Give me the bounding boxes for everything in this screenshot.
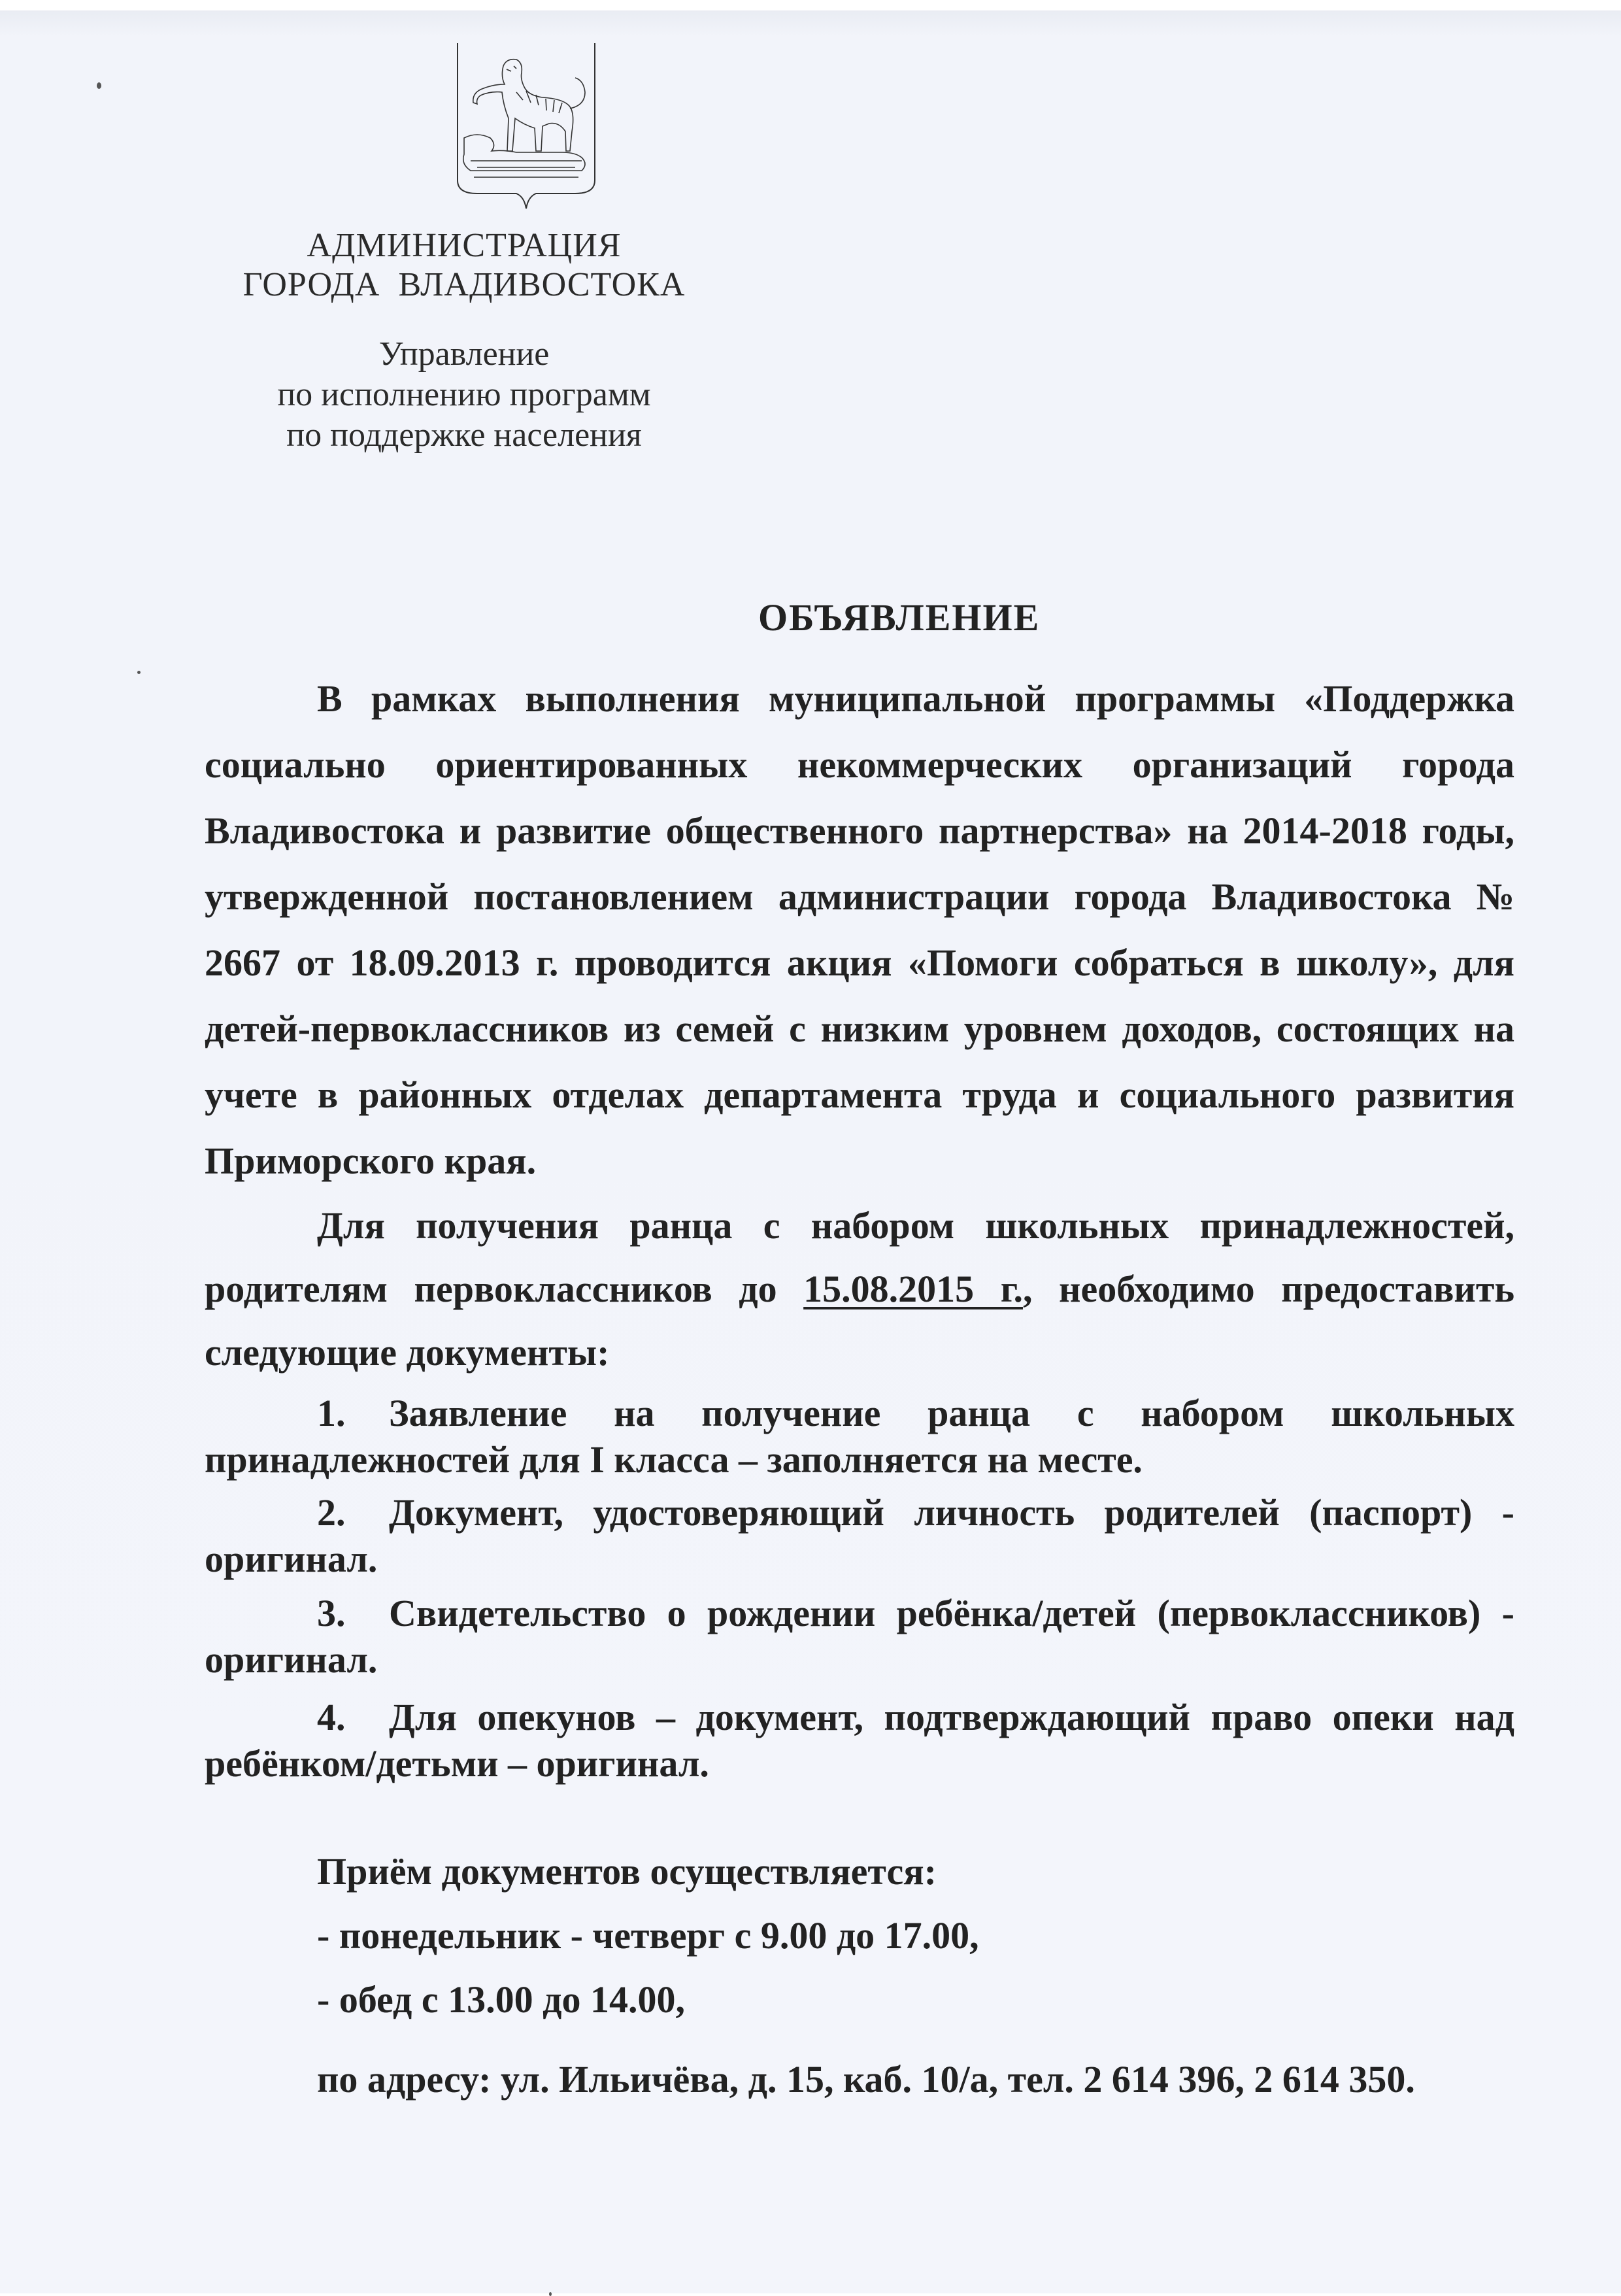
list-item bbox=[205, 1590, 1514, 1683]
reception-heading: Приём документов осуществляется: bbox=[317, 1850, 937, 1893]
list-item bbox=[205, 1694, 1514, 1787]
list-item-number: 4. bbox=[317, 1696, 346, 1738]
list-item-number: 2. bbox=[317, 1491, 346, 1534]
list-item-number: 1. bbox=[317, 1392, 346, 1434]
paragraph-requirements bbox=[205, 1194, 1514, 1384]
dept-line-2: по исполнению программ bbox=[277, 376, 651, 413]
document-title: ОБЪЯВЛЕНИЕ bbox=[758, 596, 1041, 639]
list-item-text: Заявление на получение ранца с набором школьных принадлежностей для I класса – заполняется на месте. bbox=[205, 1392, 1514, 1481]
paragraph-program-info: В рамках выполнения муниципальной программы «Поддержка социально ориентированных некоммерческих организаций города Владивостока и развитие общественного партнерства» на 2014-2018 годы, утвержденной постановлением администрации города Владивостока № 2667 от 18.09.2013 г. проводится акция «Помоги собраться в школу», для детей-первоклассников из семей с низким уровнем доходов, состоящих на учете в районных отделах департамента труда и социального развития Приморского края. bbox=[205, 677, 1514, 1182]
requirements-text-end: , необходимо предоставить следующие документы: bbox=[205, 1268, 1514, 1374]
reception-lunch: - обед с 13.00 до 14.00, bbox=[317, 1978, 685, 2021]
reception-address: по адресу: ул. Ильичёва, д. 15, каб. 10/а, тел. 2 614 396, 2 614 350. bbox=[317, 2058, 1415, 2101]
department-name bbox=[0, 334, 928, 456]
scan-speck bbox=[549, 2292, 552, 2296]
coat-of-arms-icon bbox=[451, 40, 601, 210]
dept-line-1: Управление bbox=[378, 335, 550, 373]
list-item-text: Для опекунов – документ, подтверждающий право опеки над ребёнком/детьми – оригинал. bbox=[205, 1696, 1514, 1785]
dept-line-3: по поддержке населения bbox=[286, 416, 642, 454]
scan-speck bbox=[137, 671, 141, 674]
list-item bbox=[205, 1489, 1514, 1582]
scan-speck bbox=[97, 82, 101, 89]
org-line-1: АДМИНИСТРАЦИЯ bbox=[307, 227, 622, 264]
organization-name bbox=[0, 226, 928, 305]
requirements-text: Для получения ранца с набором школьных принадлежностей, родителям первоклассников до bbox=[205, 1204, 1514, 1310]
list-item bbox=[205, 1390, 1514, 1483]
document-page bbox=[0, 10, 1621, 2293]
deadline-date: 15.08.2015 г. bbox=[803, 1268, 1023, 1310]
list-item-text: Документ, удостоверяющий личность родителей (паспорт) - оригинал. bbox=[205, 1491, 1514, 1580]
list-item-text: Свидетельство о рождении ребёнка/детей (первоклассников) - оригинал. bbox=[205, 1592, 1514, 1681]
list-item-number: 3. bbox=[317, 1592, 346, 1634]
org-line-2: ГОРОДА ВЛАДИВОСТОКА bbox=[242, 266, 686, 303]
reception-hours: - понедельник - четверг с 9.00 до 17.00, bbox=[317, 1914, 979, 1957]
